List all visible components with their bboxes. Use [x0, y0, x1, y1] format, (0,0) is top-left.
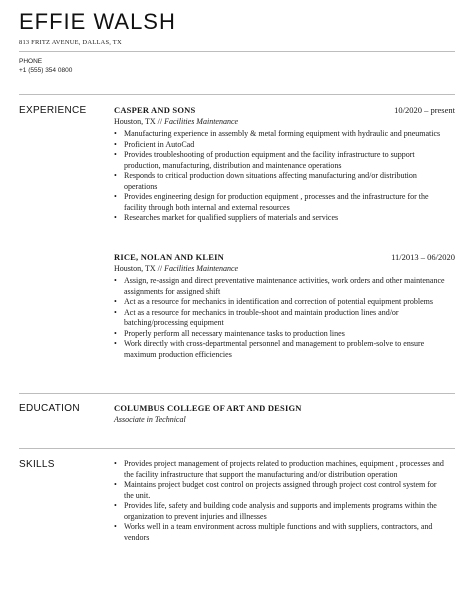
job-subtitle	[114, 117, 238, 126]
job-location: Houston, TX	[114, 264, 156, 273]
list-item: • Maintains project budget cost control on projects assigned through project cost control system for the unit.	[114, 480, 446, 501]
education-degree: Associate in Technical	[114, 415, 186, 424]
skills-list	[114, 459, 446, 543]
list-item: • Manufacturing experience in assembly & metal forming equipment with hydraulic and pneumatics	[114, 129, 446, 140]
job-separator: //	[155, 117, 165, 126]
education-school: COLUMBUS COLLEGE OF ART AND DESIGN	[114, 403, 302, 413]
skills-divider	[19, 448, 455, 449]
phone-label: PHONE	[19, 58, 43, 65]
list-item: • Proficient in AutoCad	[114, 140, 446, 151]
education-heading: EDUCATION	[19, 403, 80, 414]
list-item: • Provides engineering design for production equipment , processes and the infrastructure for the facility through both internal and external resources	[114, 192, 446, 213]
job-bullets	[114, 129, 446, 224]
list-item: • Provides project management of projects related to production machines, equipment , processes and the facility infrastructure that support the manufacturing and/or distribution operation	[114, 459, 446, 480]
header-divider	[19, 51, 455, 52]
job-dates: 11/2013 – 06/2020	[391, 252, 455, 262]
phone-number: +1 (555) 354 0800	[19, 67, 73, 74]
list-item: • Responds to critical production down situations affecting manufacturing and/or distribution operations	[114, 171, 446, 192]
address: 813 FRITZ AVENUE, DALLAS, TX	[19, 39, 122, 46]
list-item: • Provides troubleshooting of production equipment and the facility infrastructure to support production, manufacturing, distribution and maintenance operations	[114, 150, 446, 171]
job-separator: //	[155, 264, 165, 273]
job-subtitle	[114, 264, 238, 273]
list-item: • Properly perform all necessary maintenance tasks to production lines	[114, 329, 446, 340]
job-role: Facilities Maintenance	[164, 117, 239, 126]
list-item: • Works well in a team environment across multiple functions and with suppliers, contractors, and vendors	[114, 522, 446, 543]
experience-heading: EXPERIENCE	[19, 105, 87, 116]
job-company: CASPER AND SONS	[114, 105, 196, 115]
list-item: • Work directly with cross-departmental personnel and management to problem-solve to ensure maximum production efficiencies	[114, 339, 446, 360]
job-role: Facilities Maintenance	[164, 264, 239, 273]
list-item: • Act as a resource for mechanics in trouble-shoot and maintain production lines and/or batching/processing equipment	[114, 308, 446, 329]
list-item: • Provides life, safety and building code analysis and supports and implements programs within the organization to prevent injuries and illnesses	[114, 501, 446, 522]
list-item: • Assign, re-assign and direct preventative maintenance activities, work orders and other maintenance assignments for assigned shift	[114, 276, 446, 297]
list-item: • Researches market for qualified suppliers of materials and services	[114, 213, 446, 224]
job-dates: 10/2020 – present	[394, 105, 455, 115]
list-item: • Act as a resource for mechanics in identification and correction of potential equipment problems	[114, 297, 446, 308]
skills-heading: SKILLS	[19, 459, 55, 470]
job-bullets	[114, 276, 446, 360]
resume-name: EFFIE WALSH	[19, 9, 176, 34]
job-company: RICE, NOLAN AND KLEIN	[114, 252, 224, 262]
experience-divider	[19, 94, 455, 95]
education-divider	[19, 393, 455, 394]
job-location: Houston, TX	[114, 117, 156, 126]
